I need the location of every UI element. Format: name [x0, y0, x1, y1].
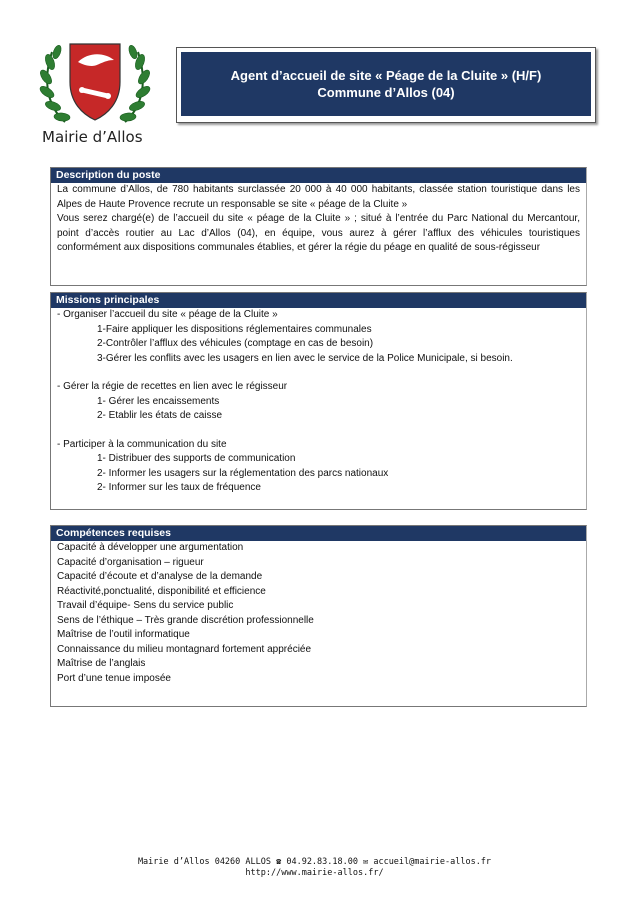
missions-section — [50, 292, 587, 510]
footer — [0, 857, 629, 879]
logo-caption: Mairie d’Allos — [42, 128, 143, 146]
missions-heading: Missions principales — [51, 293, 586, 308]
mission-item: 2- Informer les usagers sur la réglementation des parcs nationaux — [97, 467, 389, 479]
description-heading: Description du poste — [51, 168, 586, 183]
mission-item: 2- Etablir les états de caisse — [97, 410, 223, 421]
footer-contact: Mairie d’Allos 04260 ALLOS ☎ 04.92.83.18.00 ✉ accueil@mairie-allos.fr — [137, 857, 492, 867]
description-section — [50, 167, 587, 286]
competence-item: Sens de l’éthique – Très grande discrétion professionnelle — [57, 614, 314, 626]
mission-item: 1- Gérer les encaissements — [97, 395, 220, 407]
competence-item: Réactivité,ponctualité, disponibilité et efficience — [57, 585, 266, 597]
competence-item: Capacité à développer une argumentation — [57, 542, 244, 553]
competences-section — [50, 525, 587, 707]
mission-group-title: - Organiser l’accueil du site « péage de la Cluite » — [57, 309, 278, 320]
description-paragraph-2: Vous serez chargé(e) de l’accueil du site « péage de la Cluite » ; situé à l’entrée du Parc National du Mercantour, point d’accès routier au Lac d’Allos (04), en équipe, vous aurez à gérer l’afflux des véhicules touristiques conformément aux dispositions communales établies, et gérer la régie du péage en qualité de sous-régisseur — [57, 213, 580, 253]
job-title: Agent d’accueil de site « Péage de la Cluite » (H/F) — [230, 68, 542, 83]
competences-heading: Compétences requises — [51, 526, 586, 541]
mission-item: 3-Gérer les conflits avec les usagers en lien avec le service de la Police Municipale, si besoin. — [97, 352, 513, 364]
competence-item: Capacité d’organisation – rigueur — [57, 556, 204, 568]
mission-item: 2-Contrôler l’afflux des véhicules (comptage en cas de besoin) — [97, 338, 374, 349]
mission-group-title: - Gérer la régie de recettes en lien avec le régisseur — [57, 381, 288, 392]
mission-item: 1- Distribuer des supports de communication — [97, 453, 296, 464]
competence-item: Connaissance du milieu montagnard fortement appréciée — [57, 643, 312, 655]
mission-group-title: - Participer à la communication du site — [57, 438, 227, 450]
competence-item: Maîtrise de l’anglais — [57, 658, 146, 669]
mission-item: 2- Informer sur les taux de fréquence — [97, 482, 261, 493]
competence-item: Port d’une tenue imposée — [57, 672, 171, 684]
footer-website-link[interactable]: http://www.mairie-allos.fr/ — [245, 868, 384, 878]
job-subtitle: Commune d’Allos (04) — [317, 85, 455, 100]
competence-item: Maîtrise de l’outil informatique — [57, 629, 190, 640]
job-title-box — [176, 47, 596, 123]
description-paragraph-1: La commune d’Allos, de 780 habitants surclassée 20 000 à 40 000 habitants, classée station touristique dans les Alpes de Haute Provence recrute un responsable se site « péage de la Cluite » — [57, 184, 580, 210]
competence-item: Travail d’équipe- Sens du service public — [57, 600, 234, 611]
mission-item: 1-Faire appliquer les dispositions réglementaires communales — [97, 323, 372, 335]
competence-item: Capacité d’écoute et d’analyse de la demande — [57, 571, 263, 582]
